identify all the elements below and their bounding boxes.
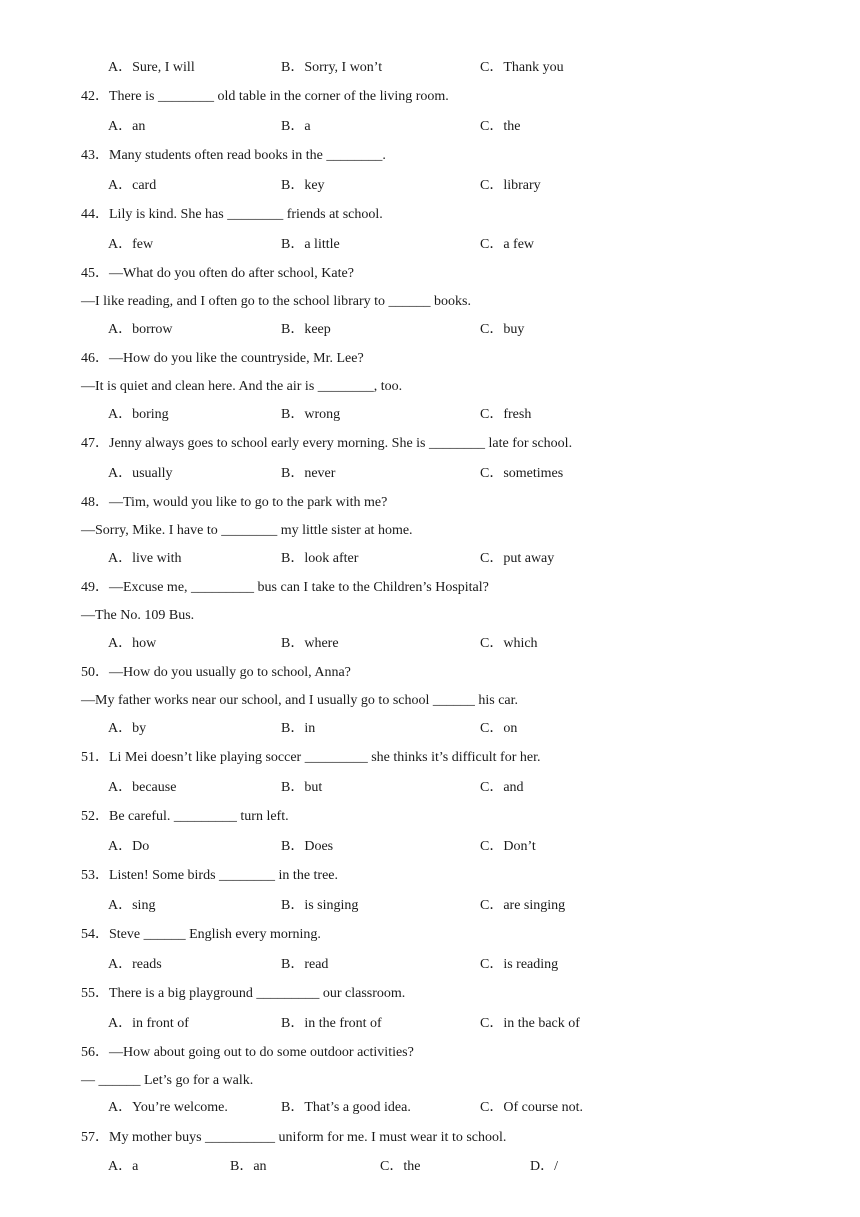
- answer-line: —Sorry, Mike. I have to ________ my little sister at home.: [81, 523, 413, 538]
- answer-option: C．Thank you: [480, 60, 564, 75]
- answer-option: B．Does: [281, 839, 334, 854]
- answer-option: A．an: [108, 119, 146, 134]
- answer-option: C．in the back of: [480, 1016, 580, 1031]
- question-text: 53．Listen! Some birds ________ in the tree.: [81, 868, 339, 883]
- answer-option: A．because: [108, 780, 177, 795]
- answer-option: C．is reading: [480, 957, 559, 972]
- answer-option: A．sing: [108, 898, 156, 913]
- answer-option: C．the: [380, 1159, 421, 1174]
- question-text: 56．—How about going out to do some outdoor activities?: [81, 1045, 414, 1060]
- answer-option: C．and: [480, 780, 524, 795]
- answer-option: D．/: [530, 1159, 558, 1174]
- question-text: 48．—Tim, would you like to go to the park with me?: [81, 495, 388, 510]
- answer-option: A．boring: [108, 407, 169, 422]
- answer-option: B．key: [281, 178, 325, 193]
- answer-option: A．few: [108, 237, 154, 252]
- answer-option: B．a: [281, 119, 311, 134]
- question-text: 52．Be careful. _________ turn left.: [81, 809, 289, 824]
- answer-option: B．a little: [281, 237, 340, 252]
- question-text: 43．Many students often read books in the ________.: [81, 148, 386, 163]
- answer-option: B．keep: [281, 322, 331, 337]
- answer-option: B．never: [281, 466, 336, 481]
- question-text: 57．My mother buys __________ uniform for me. I must wear it to school.: [81, 1130, 507, 1145]
- question-text: 42．There is ________ old table in the corner of the living room.: [81, 89, 449, 104]
- answer-option: A．live with: [108, 551, 182, 566]
- answer-option: A．borrow: [108, 322, 173, 337]
- question-text: 55．There is a big playground _________ our classroom.: [81, 986, 406, 1001]
- question-text: 45．—What do you often do after school, Kate?: [81, 266, 354, 281]
- answer-option: B．wrong: [281, 407, 341, 422]
- answer-option: B．look after: [281, 551, 359, 566]
- answer-option: C．the: [480, 119, 521, 134]
- answer-option: B．Sorry, I won’t: [281, 60, 383, 75]
- answer-line: —I like reading, and I often go to the school library to ______ books.: [81, 294, 471, 309]
- answer-option: A．by: [108, 721, 147, 736]
- answer-option: C．library: [480, 178, 541, 193]
- answer-option: B．but: [281, 780, 323, 795]
- answer-option: A．in front of: [108, 1016, 189, 1031]
- question-text: 49．—Excuse me, _________ bus can I take to the Children’s Hospital?: [81, 580, 489, 595]
- answer-option: A．a: [108, 1159, 139, 1174]
- answer-option: A．Do: [108, 839, 150, 854]
- answer-option: B．an: [230, 1159, 267, 1174]
- answer-option: B．where: [281, 636, 339, 651]
- answer-option: A．card: [108, 178, 157, 193]
- answer-line: —The No. 109 Bus.: [81, 608, 195, 623]
- question-text: 46．—How do you like the countryside, Mr. Lee?: [81, 351, 364, 366]
- answer-option: C．buy: [480, 322, 525, 337]
- question-text: 51．Li Mei doesn’t like playing soccer _________ she thinks it’s difficult for her.: [81, 750, 541, 765]
- answer-option: C．put away: [480, 551, 555, 566]
- question-text: 50．—How do you usually go to school, Anna?: [81, 665, 351, 680]
- answer-option: A．how: [108, 636, 157, 651]
- answer-option: A．usually: [108, 466, 173, 481]
- answer-option: B．read: [281, 957, 329, 972]
- answer-option: C．which: [480, 636, 538, 651]
- answer-option: C．are singing: [480, 898, 566, 913]
- answer-line: —My father works near our school, and I usually go to school ______ his car.: [81, 693, 519, 708]
- answer-option: A．reads: [108, 957, 162, 972]
- answer-line: —It is quiet and clean here. And the air is ________, too.: [81, 379, 403, 394]
- answer-option: B．That’s a good idea.: [281, 1100, 411, 1115]
- answer-option: C．fresh: [480, 407, 532, 422]
- answer-option: C．Of course not.: [480, 1100, 584, 1115]
- question-text: 44．Lily is kind. She has ________ friends at school.: [81, 207, 383, 222]
- answer-option: B．in the front of: [281, 1016, 382, 1031]
- answer-option: C．on: [480, 721, 518, 736]
- answer-option: A．You’re welcome.: [108, 1100, 228, 1115]
- answer-option: B．is singing: [281, 898, 359, 913]
- answer-option: C．sometimes: [480, 466, 564, 481]
- question-text: 54．Steve ______ English every morning.: [81, 927, 321, 942]
- answer-option: B．in: [281, 721, 316, 736]
- answer-line: — ______ Let’s go for a walk.: [81, 1073, 254, 1088]
- answer-option: A．Sure, I will: [108, 60, 195, 75]
- question-text: 47．Jenny always goes to school early every morning. She is ________ late for school.: [81, 436, 573, 451]
- answer-option: C．a few: [480, 237, 535, 252]
- answer-option: C．Don’t: [480, 839, 536, 854]
